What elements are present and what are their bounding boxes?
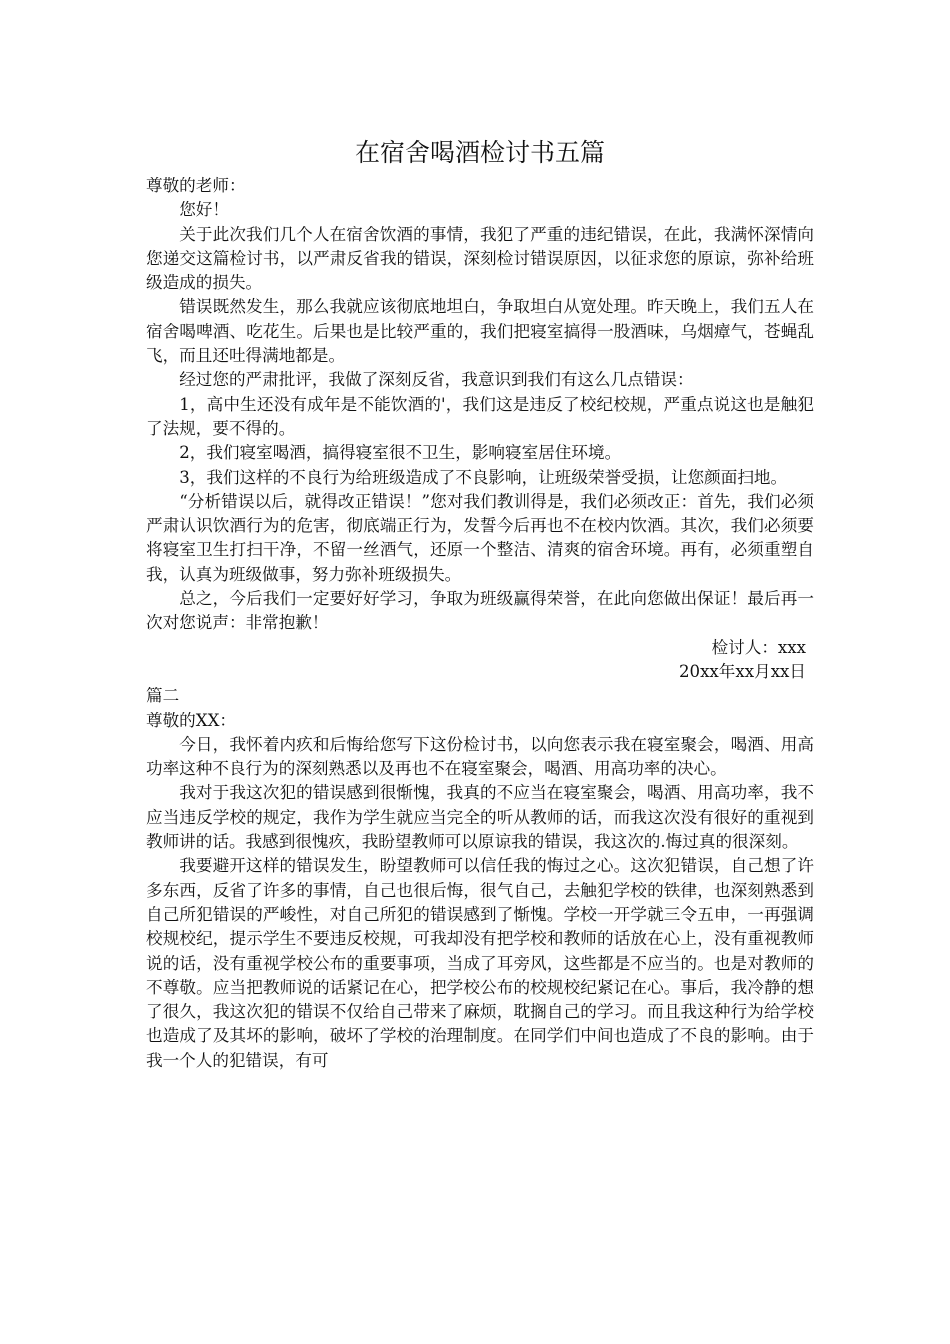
paragraph: 我对于我这次犯的错误感到很惭愧，我真的不应当在寝室聚会，喝酒、用高功率，我不应当违反学校的规定，我作为学生就应当完全的听从教师的话，而我这次没有很好的重视到教师讲的话。我感到很愧疚，我盼望教师可以原谅我的错误，我这次的.悔过真的很深刻。 (146, 783, 814, 852)
paragraph: 今日，我怀着内疚和后悔给您写下这份检讨书，以向您表示我在寝室聚会，喝酒、用高功率这种不良行为的深刻熟悉以及再也不在寝室聚会，喝酒、用高功率的决心。 (146, 734, 814, 779)
paragraph: “分析错误以后，就得改正错误！”您对我们教训得是，我们必须改正：首先，我们必须严肃认识饮酒行为的危害，彻底端正行为，发誓今后再也不在校内饮酒。其次，我们必须要将寝室卫生打扫干净，不留一丝酒气，还原一个整洁、清爽的宿舍环境。再有，必须重塑自我，认真为班级做事，努力弥补班级损失。 (146, 491, 814, 584)
salutation: 尊敬的XX： (146, 710, 237, 730)
document-title: 在宿舍喝酒检讨书五篇 (354, 138, 605, 167)
paragraph: 错误既然发生，那么我就应该彻底地坦白，争取坦白从宽处理。昨天晚上，我们五人在宿舍喝啤酒、吃花生。后果也是比较严重的，我们把寝室搞得一股酒味，乌烟瘴气，苍蝇乱飞，而且还吐得满地都是。 (146, 297, 814, 366)
signature: 检讨人：xxx (711, 637, 806, 657)
list-item: 3，我们这样的不良行为给班级造成了不良影响，让班级荣誉受损，让您颜面扫地。 (179, 467, 788, 487)
list-item: 2，我们寝室喝酒，搞得寝室很不卫生，影响寝室居住环境。 (179, 443, 622, 463)
greeting: 您好！ (179, 200, 229, 220)
section-heading: 篇二 (146, 686, 180, 706)
paragraph: 我要避开这样的错误发生，盼望教师可以信任我的悔过之心。这次犯错误，自己想了许多东西，反省了许多的事情，自己也很后悔，很气自己，去触犯学校的铁律，也深刻熟悉到自己所犯错误的严峻性，对自己所犯的错误感到了惭愧。学校一开学就三令五申，一再强调校规校纪，提示学生不要违反校规，可我却没有把学校和教师的话放在心上，没有重视教师说的话，没有重视学校公布的重要事项，当成了耳旁风，这些都是不应当的。也是对教师的不尊敬。应当把教师说的话紧记在心，把学校公布的校规校纪紧记在心。事后，我冷静的想了很久，我这次犯的错误不仅给自己带来了麻烦，耽搁自己的学习。而且我这种行为给学校也造成了及其坏的影响，破坏了学校的治理制度。在同学们中间也造成了不良的影响。由于我一个人的犯错误，有可 (146, 856, 814, 1070)
date: 20xx年xx月xx日 (678, 661, 806, 681)
paragraph: 关于此次我们几个人在宿舍饮酒的事情，我犯了严重的违纪错误，在此，我满怀深情向您递交这篇检讨书，以严肃反省我的错误，深刻检讨错误原因，以征求您的原谅，弥补给班级造成的损失。 (146, 224, 814, 293)
document-body (146, 136, 814, 1073)
paragraph: 经过您的严肃批评，我做了深刻反省，我意识到我们有这么几点错误： (179, 370, 694, 390)
list-item: 1，高中生还没有成年是不能饮酒的'，我们这是违反了校纪校规，严重点说这也是触犯了法规，要不得的。 (146, 394, 814, 438)
salutation: 尊敬的老师： (146, 176, 246, 195)
paragraph: 总之，今后我们一定要好好学习，争取为班级赢得荣誉，在此向您做出保证！最后再一次对您说声：非常抱歉！ (146, 589, 814, 633)
